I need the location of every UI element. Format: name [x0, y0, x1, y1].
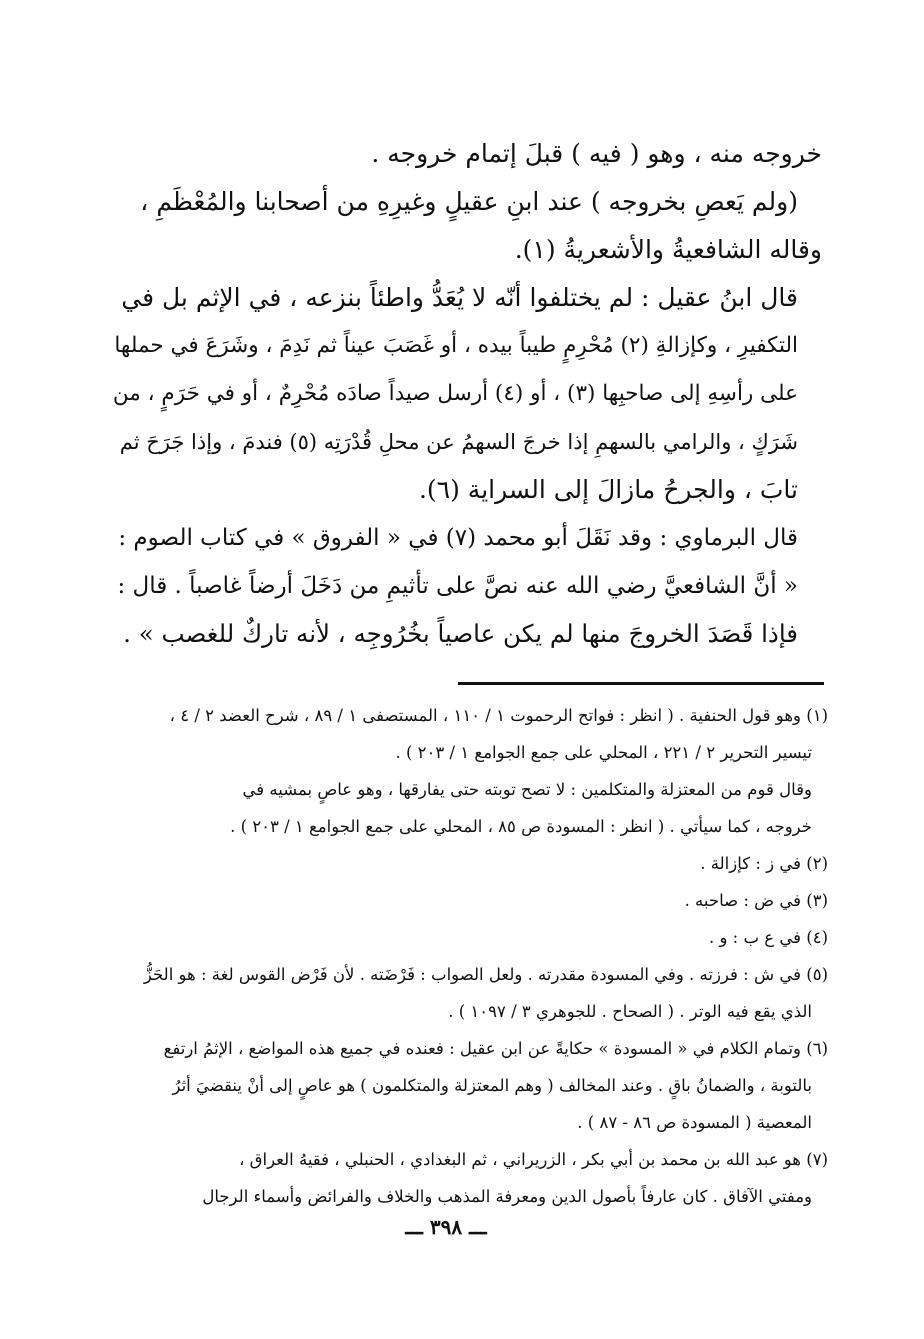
footnote-6-continued: المعصية ( المسودة ص ٨٦ - ٨٧ ) .	[577, 1113, 812, 1132]
text-line: التكفيرِ ، وكإزالةِ (٢) مُحْرِمٍ طيباً بيده ، أو غَصَبَ عيناً ثم نَدِمَ ، وشَرَعَ في حملها	[114, 333, 798, 358]
text-line: « أنَّ الشافعيَّ رضي الله عنه نصَّ على تأثيمِ من دَخَلَ أرضاً غاصباً . قال :	[117, 573, 798, 599]
footnote-7-continued: ومفتي الآفاق . كان عارفاً بأصول الدين ومعرفة المذهب والخلاف والفرائض وأسماء الرجال	[202, 1187, 812, 1206]
text-line: على رأسِهِ إلى صاحبِها (٣) ، أو (٤) أرسل صيداً صادَه مُحْرِمٌ ، أو في حَرَمٍ ، من	[112, 381, 798, 406]
footnote-4: (٤) في ع ب : و .	[708, 928, 828, 947]
text-line: فإذا قَصَدَ الخروجَ منها لم يكن عاصياً بخُرُوجِه ، لأنه تاركٌ للغصب » .	[123, 619, 798, 648]
page-number: ـــ ٣٩٨ ـــ	[405, 1215, 487, 1239]
text-line: قال ابنُ عقيل : لم يختلفوا أنّه لا يُعَدُّ واطئاً بنزعه ، في الإثم بل في	[121, 283, 798, 312]
text-line: شَرَكٍ ، والرامي بالسهمِ إذا خرجَ السهمُ عن محلِ قُدْرَتِه (٥) فندمَ ، وإذا جَرَحَ ثم	[119, 430, 798, 454]
footnote-3: (٣) في ض : صاحبه .	[684, 891, 828, 910]
footnote-6: (٦) وتمام الكلام في « المسودة » حكايةً عن ابن عقيل : فعنده في جميع هذه المواضع ، الإثمُ ارتفع	[163, 1039, 828, 1058]
footnote-1: (١) وهو قول الحنفية . ( انظر : فواتح الرحموت ١ / ١١٠ ، المستصفى ١ / ٨٩ ، شرح العضد ٢ / ٤ ،	[169, 706, 828, 725]
main-text	[110, 130, 822, 658]
paragraph-3	[110, 274, 822, 514]
text-line: خروجه منه ، وهو ( فيه ) قبلَ إتمام خروجه .	[371, 139, 822, 168]
paragraph-1	[110, 130, 822, 178]
footnote-1-continued: خروجه ، كما سيأتي . ( انظر : المسودة ص ٨٥ ، المحلي على جمع الجوامع ١ / ٢٠٣ ) .	[230, 817, 812, 836]
paragraph-4	[110, 514, 822, 658]
footnote-6-continued: بالتوبة ، والضمانُ باقٍ . وعند المخالف ( وهم المعتزلة والمتكلمون ) هو عاصٍ إلى أنْ ينقضيَ أثرُ	[172, 1076, 812, 1095]
footnote-5-continued: الذي يقع فيه الوتر . ( الصحاح . للجوهري ٣ / ١٠٩٧ ) .	[448, 1002, 812, 1021]
footnote-7: (٧) هو عبد الله بن محمد بن أبي بكر ، الزريراني ، ثم البغدادي ، الحنبلي ، فقيهُ العراق ،	[239, 1150, 828, 1169]
text-line: وقاله الشافعيةُ والأشعريةُ (١).	[514, 235, 822, 264]
footnote-5: (٥) في ش : فرزته . وفي المسودة مقدرته . ولعل الصواب : فَرْضَته . لأن فَرْض القوس لغة : هو الحَزُّ	[143, 965, 828, 984]
footnote-2: (٢) في ز : كإزالة .	[700, 854, 828, 873]
text-line: (ولم يَعصِ بخروجه ) عند ابنِ عقيلٍ وغيرِهِ من أصحابنا والمُعْظَمِ ،	[140, 187, 798, 216]
footnote-separator	[458, 682, 824, 685]
footnotes	[106, 697, 828, 1215]
text-line: قال البرماوي : وقد نَقَلَ أبو محمد (٧) في « الفروق » في كتاب الصوم :	[118, 525, 798, 551]
footnote-1-continued: وقال قوم من المعتزلة والمتكلمين : لا تصح توبته حتى يفارقها ، وهو عاصٍ بمشيه في	[242, 780, 812, 799]
paragraph-2	[110, 178, 822, 274]
text-line: تابَ ، والجرحُ مازالَ إلى السراية (٦).	[418, 475, 798, 504]
footnote-1-continued: تيسير التحرير ٢ / ٢٢١ ، المحلي على جمع الجوامع ١ / ٢٠٣ ) .	[395, 743, 812, 762]
